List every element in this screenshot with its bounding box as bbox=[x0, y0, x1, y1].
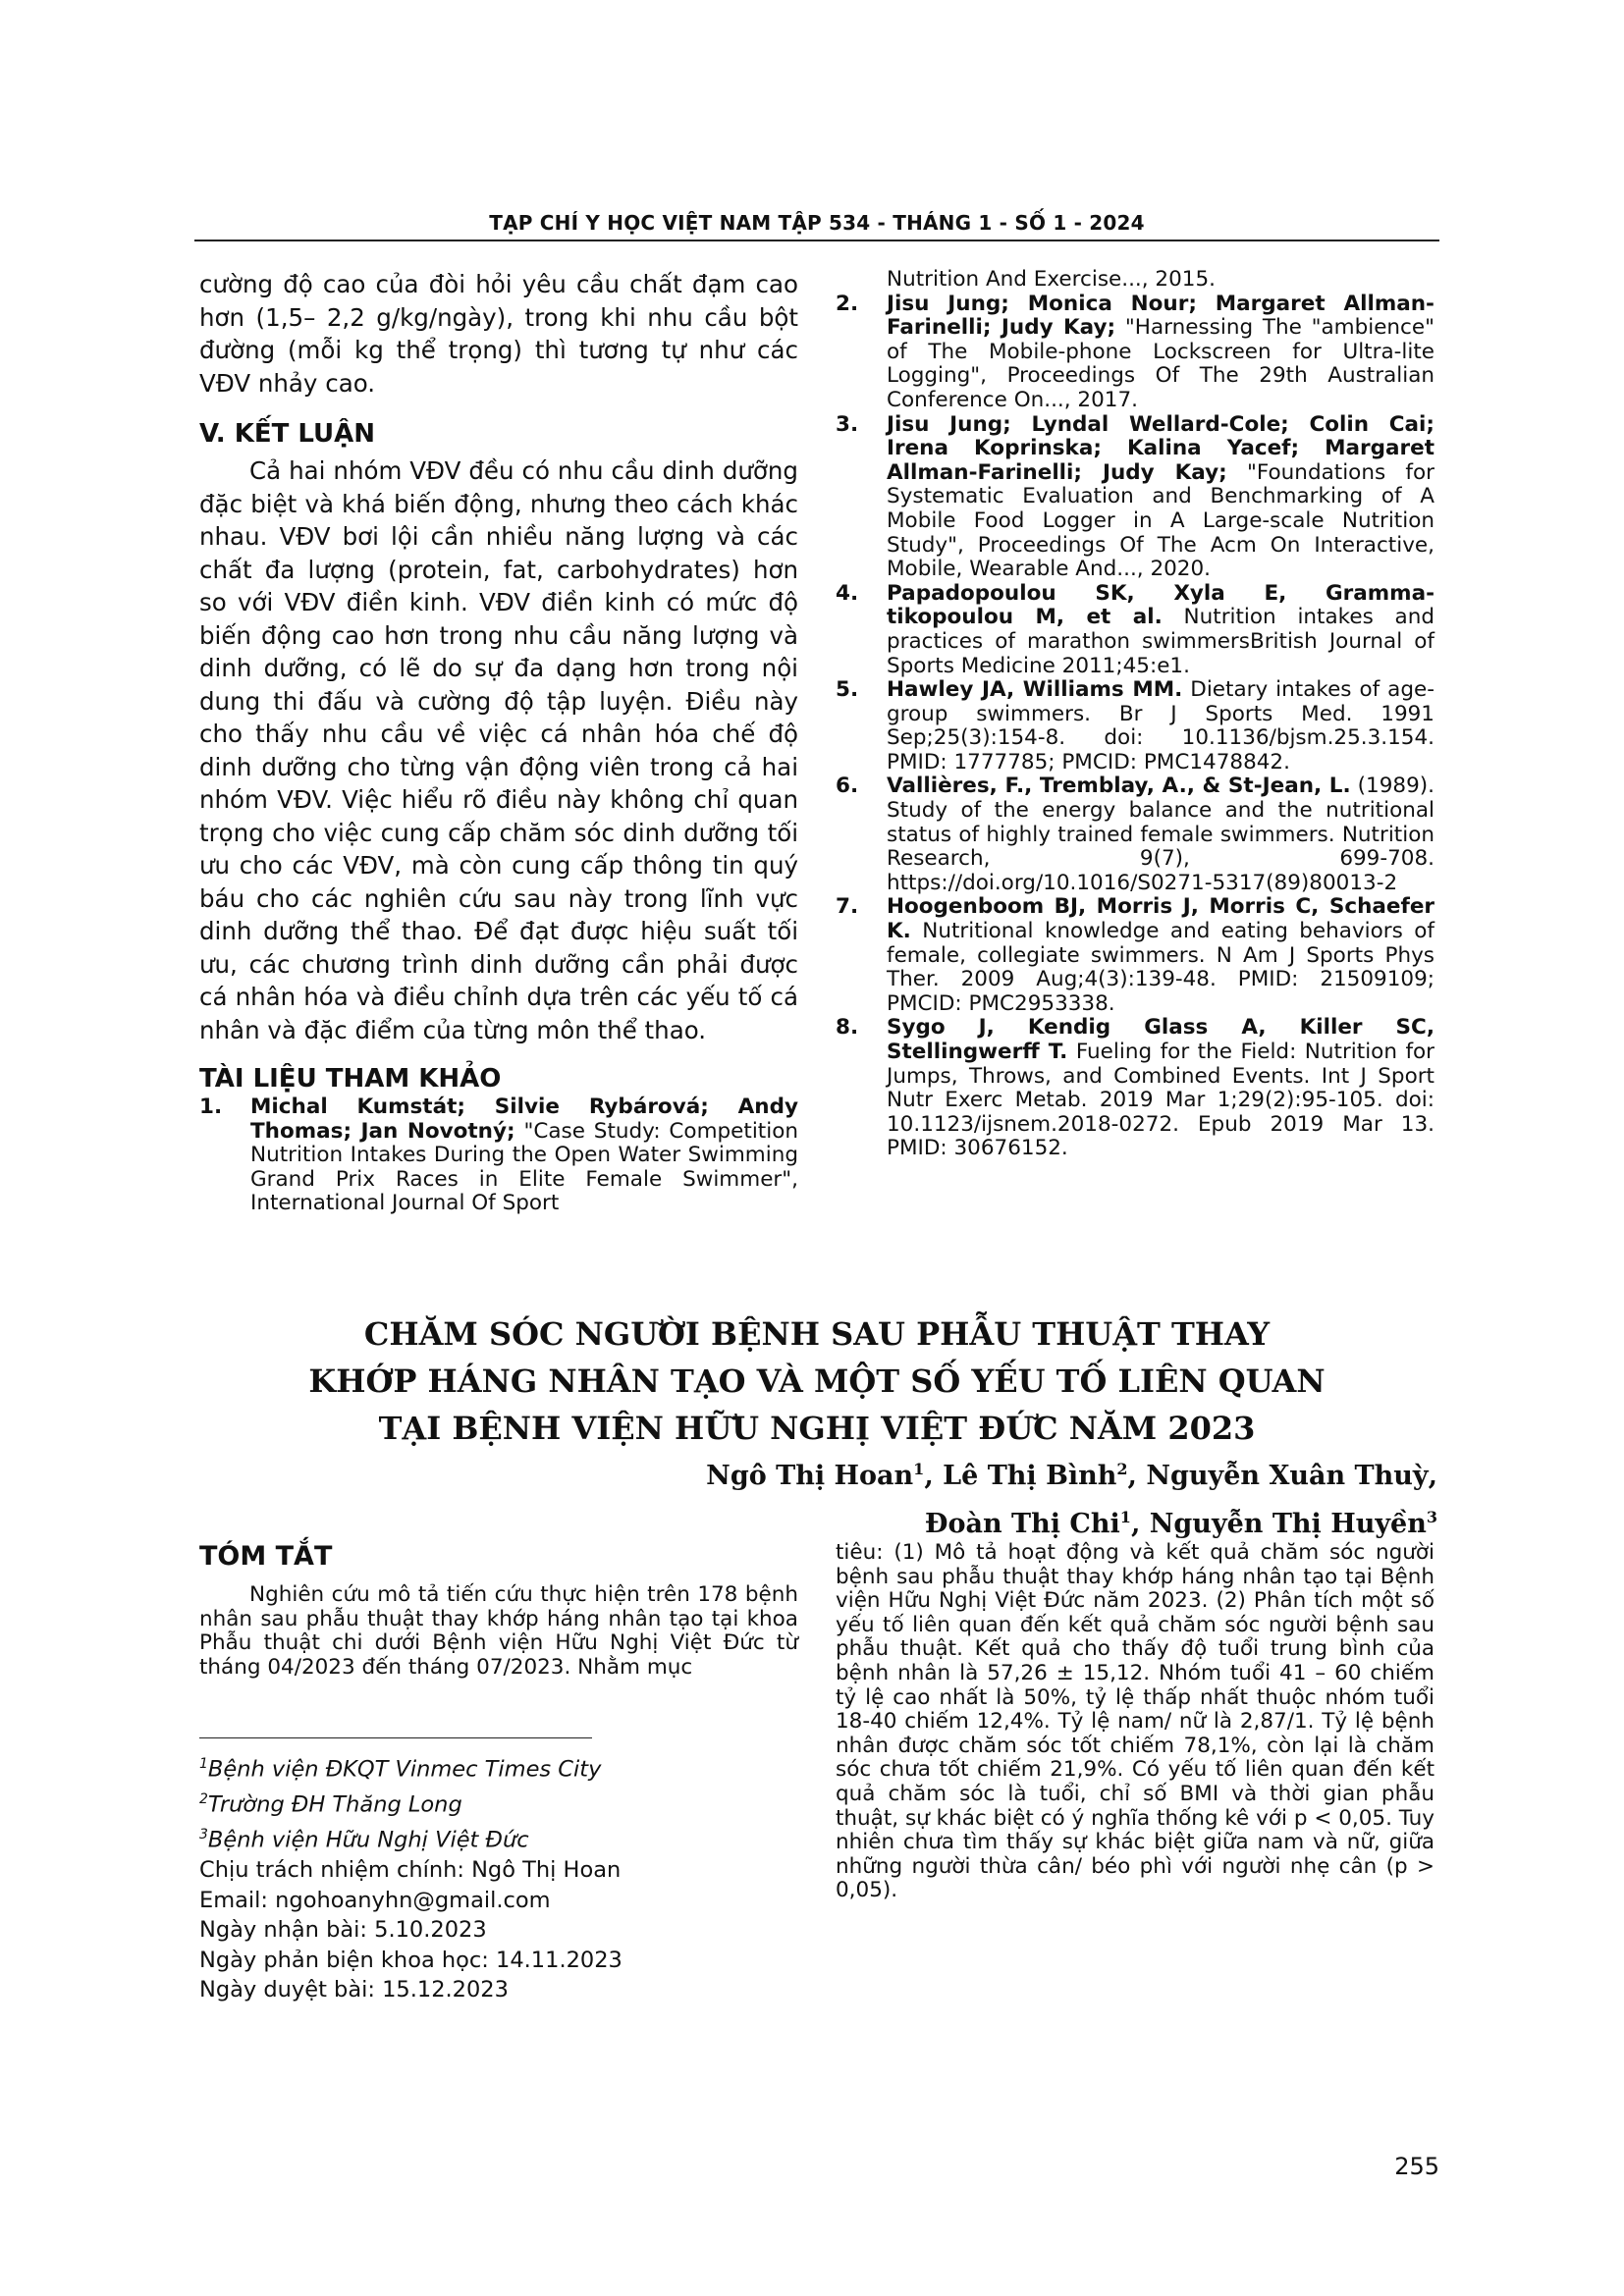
reference-body bbox=[887, 678, 1435, 774]
contact-email: Email: ngohoanyhn@gmail.com bbox=[199, 1887, 551, 1913]
reference-number: 5. bbox=[836, 677, 859, 703]
author-name: Nguyễn Xuân Thuỳ, bbox=[1146, 1461, 1437, 1491]
header-divider bbox=[194, 240, 1439, 241]
footnotes bbox=[199, 1749, 798, 2005]
references-heading: TÀI LIỆU THAM KHẢO bbox=[199, 1064, 502, 1094]
intro-paragraph: cường độ cao của đòi hỏi yêu cầu chất đạm cao hơn (1,5– 2,2 g/kg/ngày), trong khi nhu cầu bột đường (mỗi kg thể trọng) thì tương tự như các VĐV nhảy cao. bbox=[199, 270, 798, 398]
reference-item bbox=[836, 1016, 1435, 1161]
reference-list-right bbox=[836, 293, 1435, 1161]
reference-item bbox=[836, 774, 1435, 895]
author-affiliation-sup: 1 bbox=[1119, 1508, 1131, 1526]
affiliation-sup: 1 bbox=[199, 1756, 208, 1772]
authors-line-2: Đoàn Thị Chi$^1$, Nguyễn Thị Huyền$^3$ bbox=[924, 1508, 1437, 1539]
journal-header: TẠP CHÍ Y HỌC VIỆT NAM TẬP 534 - THÁNG 1 - SỐ 1 - 2024 bbox=[489, 211, 1145, 235]
affiliation-text: Trường ĐH Thăng Long bbox=[207, 1791, 462, 1818]
reference-number: 7. bbox=[836, 894, 859, 920]
conclusion-heading: V. KẾT LUẬN bbox=[199, 419, 376, 449]
affiliation-3 bbox=[199, 1820, 798, 1855]
responsible-author: Chịu trách nhiệm chính: Ngô Thị Hoan bbox=[199, 1857, 622, 1883]
affiliation-text: Bệnh viện Hữu Nghị Việt Đức bbox=[207, 1827, 529, 1853]
reference-authors: Vallières, F., Tremblay, A., & St-Jean, L. bbox=[887, 774, 1351, 799]
reference-body bbox=[887, 895, 1435, 1016]
reference-authors: Michal Kumstát; Silvie Rybárová; Andy Thomas; Jan Novotný; bbox=[250, 1095, 798, 1144]
affiliation-1 bbox=[199, 1749, 798, 1785]
reference-item bbox=[836, 413, 1435, 582]
article-title-line: TẠI BỆNH VIỆN HỮU NGHỊ VIỆT ĐỨC NĂM 2023 bbox=[378, 1410, 1256, 1447]
reference-body bbox=[887, 293, 1435, 413]
author-name: Nguyễn Thị Huyền bbox=[1149, 1509, 1427, 1539]
reference-number: 8. bbox=[836, 1015, 859, 1041]
abstract-right bbox=[836, 1541, 1435, 1903]
date-reviewed: Ngày phản biện khoa học: 14.11.2023 bbox=[199, 1947, 623, 1973]
reference-text: "Foundations for Systematic Evaluation and Benchmarking of A Mobile Food Logger in A Large-scale Nutrition Study", Proceedings Of The Acm On Interactive, Mobile, Wearable And..., 2020. bbox=[887, 459, 1435, 582]
date-approved: Ngày duyệt bài: 15.12.2023 bbox=[199, 1977, 509, 2002]
reference-text: Fueling for the Field: Nutrition for Jumps, Throws, and Combined Events. Int J Sport Nutr Exerc Metab. 2019 Mar 1;29(2):95-105. doi: 10.1123/ijsnem.2018-0272. Epub 2019 Mar 13. PMID: 30676152. bbox=[887, 1040, 1435, 1161]
reference-item bbox=[836, 895, 1435, 1016]
reference-text: "Case Study: Competition Nutrition Intakes During the Open Water Swimming Grand Prix Races in Elite Female Swimmer", International Journal Of Sport bbox=[250, 1118, 798, 1216]
reference-number: 3. bbox=[836, 411, 859, 437]
reference-authors: Jisu Jung; Lyndal Wellard-Cole; Colin Cai; Irena Koprinska; Kalina Yacef; Margaret Allman-Farinelli; Judy Kay; bbox=[887, 411, 1435, 485]
author-affiliation-sup: 3 bbox=[1426, 1508, 1437, 1526]
reference-authors: Papadopoulou SK, Xyla E, Gramma-tikopoulou M, et al. bbox=[887, 580, 1435, 630]
article-title bbox=[194, 1310, 1439, 1452]
author-name: Đoàn Thị Chi bbox=[924, 1509, 1120, 1539]
authors-line-1: Ngô Thị Hoan$^1$, Lê Thị Bình$^2$, Nguyễn Xuân Thuỳ, bbox=[706, 1460, 1437, 1491]
reference-list-left bbox=[199, 1095, 798, 1216]
article-title-line: CHĂM SÓC NGƯỜI BỆNH SAU PHẪU THUẬT THAY bbox=[363, 1315, 1271, 1353]
reference-body bbox=[887, 774, 1435, 895]
reference-body bbox=[887, 1016, 1435, 1161]
reference-item bbox=[836, 293, 1435, 413]
reference-number: 6. bbox=[836, 774, 859, 799]
reference-text: Dietary intakes of age-group swimmers. Br J Sports Med. 1991 Sep;25(3):154-8. doi: 10.1136/bjsm.25.3.154. PMID: 1777785; PMCID: PMC1478842. bbox=[887, 677, 1435, 774]
reference-authors: Sygo J, Kendig Glass A, Killer SC, Stellingwerff T. bbox=[887, 1015, 1435, 1064]
abstract-text-right: tiêu: (1) Mô tả hoạt động và kết quả chăm sóc người bệnh sau phẫu thuật thay khớp háng nhân tạo tại Bệnh viện Hữu Nghị Việt Đức năm 2023. (2) Phân tích một số yếu tố liên quan đến kết quả chăm sóc người bệnh sau phẫu thuật. Kết quả cho thấy độ tuổi trung bình của bệnh nhân là 57,26 ± 15,12. Nhóm tuổi 41 – 60 chiếm tỷ lệ cao nhất là 50%, tỷ lệ thấp nhất thuộc nhóm tuổi 18-40 chiếm 12,4%. Tỷ lệ nam/ nữ là 2,87/1. Tỷ lệ bệnh nhân được chăm sóc tốt chiếm 78,1%, còn lại là chăm sóc chưa tốt chiếm 21,9%. Có yếu tố liên quan đến kết quả chăm sóc là tuổi, chỉ số BMI và thời gian phẫu thuật, sự khác biệt có ý nghĩa thống kê với p < 0,05. Tuy nhiên chưa tìm thấy sự khác biệt giữa nam và nữ, giữa những người thừa cân/ béo phì với người nhẹ cân (p > 0,05). bbox=[836, 1540, 1435, 1903]
author-name: Ngô Thị Hoan bbox=[706, 1461, 914, 1491]
author-affiliation-sup: 1 bbox=[913, 1460, 925, 1478]
reference-text: Nutrition intakes and practices of marathon swimmersBritish Journal of Sports Medicine 2011;45:e1. bbox=[887, 605, 1435, 678]
reference-body bbox=[250, 1095, 798, 1216]
article-title-line: KHỚP HÁNG NHÂN TẠO VÀ MỘT SỐ YẾU TỐ LIÊN QUAN bbox=[308, 1362, 1326, 1400]
affiliation-2 bbox=[199, 1785, 798, 1820]
right-column bbox=[836, 268, 1435, 1161]
abstract-heading: TÓM TẮT bbox=[199, 1541, 333, 1572]
reference-number: 4. bbox=[836, 580, 859, 606]
affiliation-text: Bệnh viện ĐKQT Vinmec Times City bbox=[207, 1756, 602, 1783]
reference-number: 2. bbox=[836, 291, 859, 316]
abstract-text-left: Nghiên cứu mô tả tiến cứu thực hiện trên 178 bệnh nhân sau phẫu thuật thay khớp háng nhân tạo tại khoa Phẫu thuật chi dưới Bệnh viện Hữu Nghị Việt Đức từ tháng 04/2023 đến tháng 07/2023. Nhằm mục bbox=[199, 1582, 798, 1680]
abstract-left bbox=[199, 1541, 798, 1680]
reference-continuation: Nutrition And Exercise..., 2015. bbox=[887, 267, 1216, 292]
reference-text: Nutritional knowledge and eating behaviors of female, collegiate swimmers. N Am J Sports Phys Ther. 2009 Aug;4(3):139-48. PMID: 21509109; PMCID: PMC2953338. bbox=[887, 919, 1435, 1016]
author-name: Lê Thị Bình bbox=[943, 1461, 1117, 1491]
reference-item bbox=[836, 582, 1435, 678]
page-number: 255 bbox=[1394, 2153, 1439, 2180]
reference-authors: Jisu Jung; Monica Nour; Margaret Allman-Farinelli; Judy Kay; bbox=[887, 291, 1435, 341]
reference-body bbox=[887, 413, 1435, 582]
reference-body bbox=[887, 582, 1435, 678]
reference-item bbox=[199, 1095, 798, 1216]
reference-authors: Hoogenboom BJ, Morris J, Morris C, Schaefer K. bbox=[887, 894, 1435, 944]
date-received: Ngày nhận bài: 5.10.2023 bbox=[199, 1917, 487, 1943]
left-column bbox=[199, 268, 798, 1216]
affiliation-sup: 3 bbox=[199, 1827, 208, 1842]
reference-text: (1989). Study of the energy balance and the nutritional status of highly trained female swimmers. Nutrition Research, 9(7), 699-708. https://doi.org/10.1016/S0271-5317(89)80013-2 bbox=[887, 774, 1435, 895]
article-authors bbox=[554, 1449, 1437, 1545]
affiliation-sup: 2 bbox=[199, 1791, 208, 1807]
conclusion-text: Cả hai nhóm VĐV đều có nhu cầu dinh dưỡng đặc biệt và khá biến động, nhưng theo cách khác nhau. VĐV bơi lội cần nhiều năng lượng và các chất đa lượng (protein, fat, carbohydrates) hơn so với VĐV điền kinh. VĐV điền kinh có mức độ biến động cao hơn trong nhu cầu năng lượng và dinh dưỡng, có lẽ do sự đa dạng hơn trong nội dung thi đấu và cường độ tập luyện. Điều này cho thấy nhu cầu về việc cá nhân hóa chế độ dinh dưỡng cho từng vận động viên trong cả hai nhóm VĐV. Việc hiểu rõ điều này không chỉ quan trọng cho việc cung cấp chăm sóc dinh dưỡng tối ưu cho các VĐV, mà còn cung cấp thông tin quý báu cho các nghiên cứu sau này trong lĩnh vực dinh dưỡng thể thao. Để đạt được hiệu suất tối ưu, các chương trình dinh dưỡng cần phải được cá nhân hóa và điều chỉnh dựa trên các yếu tố cá nhân và đặc điểm của từng môn thể thao. bbox=[199, 456, 798, 1044]
reference-number: 1. bbox=[199, 1095, 223, 1119]
reference-text: "Harnessing The "ambience" of The Mobile-phone Lockscreen for Ultra-lite Logging", Proceedings Of The 29th Australian Conference On..., 2017. bbox=[887, 315, 1435, 412]
footnote-divider bbox=[199, 1737, 592, 1738]
reference-authors: Hawley JA, Williams MM. bbox=[887, 677, 1183, 703]
author-affiliation-sup: 2 bbox=[1116, 1460, 1128, 1478]
reference-item bbox=[836, 678, 1435, 774]
